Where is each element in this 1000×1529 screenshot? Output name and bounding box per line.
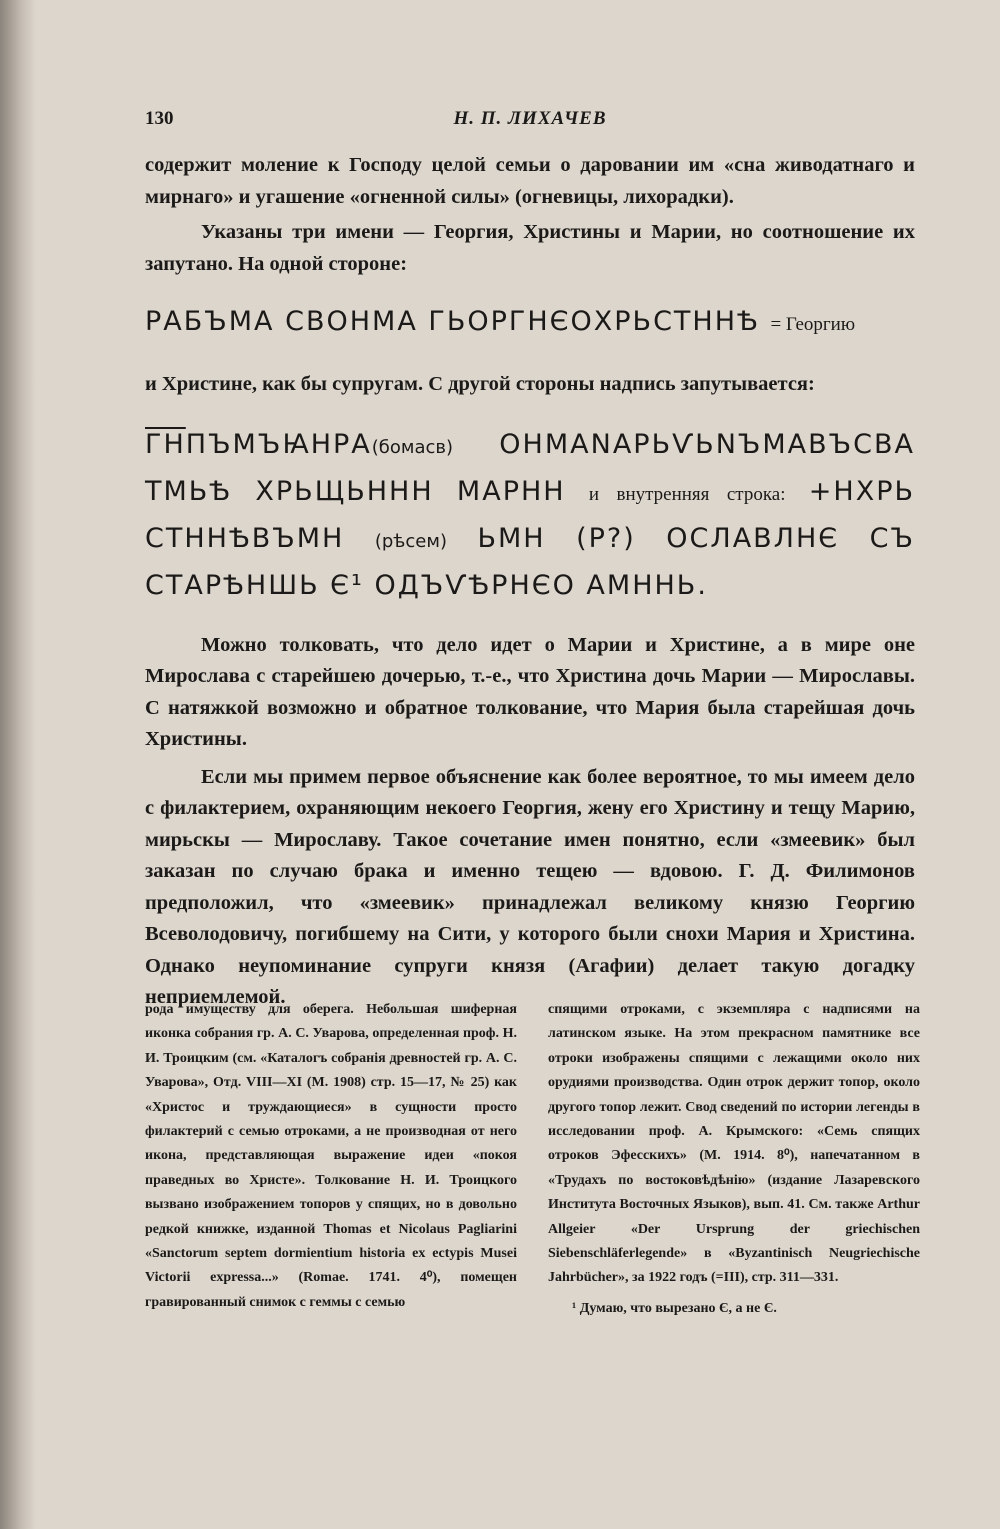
footnote-column-left xyxy=(145,998,517,1315)
paragraph-1: содержит моление к Господу целой семьи о даровании им «сна живодатнаго и мирнаго» и угашение «огненной силы» (огневицы, лихорадки). xyxy=(145,154,915,208)
footnote-continued-text-right: спящими отроками, с экземпляра с надписями на латинском языке. На этом прекрасном памятнике все отроки изображены спящими с лежащими около них орудиями производства. Один отрок держит топор, около другого топор лежит. Свод сведений по истории легенды в исследовании проф. А. Крымского: «Семь спящих отроков Эфесскихъ» (М. 1914. 8⁰), напечатанном в «Трудахъ по востоковѣдѣнію» (издание Лазаревского Института Восточных Языков), вып. 41. См. также Arthur Allgeier «Der Ursprung der griechischen Siebenschläferlegende» в «Byzantinisch Neugriechische Jahrbücher», за 1922 годъ (=III), стр. 311—331. xyxy=(548,1002,920,1286)
inscription-2-paren-1: (бомасв) xyxy=(371,436,454,458)
footnote-continued-text: рода имуществу для оберега. Небольшая шиферная иконка собрания гр. А. С. Уварова, определенная проф. Н. И. Троицким (см. «Каталогъ собранія древностей гр. А. С. Уварова», Отд. VIII—XI (М. 1908) стр. 15—17, № 25) как «Христос и труждающиеся» в сущности просто филактерий с семью отроками, а не производная от него икона, представляющая выражение идеи «покоя праведных во Христе». Толкование Н. И. Троицкого вызвано изображением топоров у спящих, но в довольно редкой книжке, изданной Thomas et Nicolaus Pagliarini «Sanctorum septem dormientium historia ex ectypis Musei Victorii expressa...» (Romae. 1741. 4⁰), помещен гравированный снимок с геммы с семью xyxy=(145,1002,517,1310)
paragraph-4: Можно толковать, что дело идет о Марии и Христине, а в мире оне Мирослава с старейшею дочерью, т.-е., что Христина дочь Марии — Мирославы. С натяжкой возможно и обратное толкование, что Мария была старейшая дочь Христины. xyxy=(145,633,915,750)
paragraph-5: Если мы примем первое объяснение как более вероятное, то мы имеем дело с филактерием, охраняющим некоего Георгия, жену его Христину и тещу Марию, мирьскы — Мирославу. Такое сочетание имен понятно, если «змеевик» был заказан по случаю брака и именно тещею — вдовою. Г. Д. Филимонов предположил, что «змеевик» принадлежал великому князю Георгию Всеволодовичу, погибшему на Сити, у которого были снохи Мария и Христина. Однако неупоминание супруги князя (Агафии) делает такую догадку неприемлемой. xyxy=(145,765,915,1008)
footnote-column-right xyxy=(548,998,920,1321)
paragraph-2: Указаны три имени — Георгия, Христины и Марии, но соотношение их запутано. На одной стороне: xyxy=(145,221,915,275)
inscription-2-note: и внутренняя строка: xyxy=(588,483,786,505)
paragraph-3: и Христине, как бы супругам. С другой стороны надпись запутывается: xyxy=(145,373,815,395)
inscription-2-title-abbrev: ГН xyxy=(145,428,186,460)
page-number: 130 xyxy=(145,108,174,129)
inscription-1-gloss: = Георгию xyxy=(770,314,856,335)
inscription-2-part2: ОНМАNАРЬѴЬNЪМАВЪСВА ТМЬѢ ХРЬЩЬННН МАРНН xyxy=(145,428,915,507)
running-head: Н. П. ЛИХАЧЕВ xyxy=(453,108,607,129)
page-header xyxy=(145,108,915,138)
inscription-2-paren-2: (рѣсем) xyxy=(374,530,447,552)
main-text xyxy=(145,150,915,1014)
page-gutter-shadow xyxy=(0,0,36,1529)
inscription-2-part1: ПЪМЪꙖНРА xyxy=(185,428,372,460)
inscription-2 xyxy=(145,423,915,608)
footnote-1: ¹ Думаю, что вырезано Є, а не Є. xyxy=(572,1300,777,1316)
inscription-1 xyxy=(145,300,915,347)
inscription-2-part4: ЬМН (Р?) ОСЛАВЛНЄ СЪ СТАРѢНШЬ Є¹ ОДЪѴѢРНЄО АМННЬ. xyxy=(145,522,915,601)
inscription-2-part3: +НХРЬ СТННѢВЪМН xyxy=(145,475,915,554)
inscription-1-text: РАБЪМА СВОНМА ГЬОРГНЄОХРЬСТННѢ xyxy=(145,306,760,337)
